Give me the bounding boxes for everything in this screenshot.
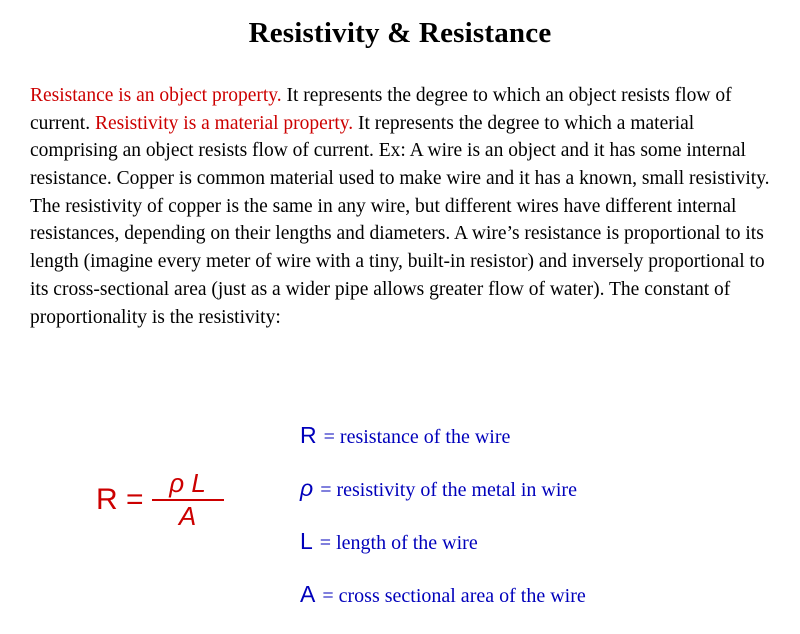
paragraph-segment-1: Resistance is an object property. xyxy=(30,85,282,106)
legend-item xyxy=(300,581,770,608)
legend-symbol-L: L xyxy=(300,528,313,554)
legend-item xyxy=(300,475,770,502)
formula-left-hand-side: R = xyxy=(96,483,144,517)
paragraph-segment-2: It represents the degree to which an object resists flow of current. xyxy=(30,85,732,134)
formula-fraction xyxy=(152,470,224,531)
legend-description: = resistivity of the metal in wire xyxy=(320,479,577,501)
page-title: Resistivity & Resistance xyxy=(248,17,552,49)
legend-symbol-rho: ρ xyxy=(300,475,314,501)
slide xyxy=(0,18,800,618)
legend-description: = length of the wire xyxy=(319,532,478,554)
resistance-formula xyxy=(96,470,224,531)
body-paragraph xyxy=(30,82,774,331)
legend-item xyxy=(300,528,770,555)
formula-denominator: A xyxy=(178,501,197,532)
legend-description: = resistance of the wire xyxy=(323,426,511,448)
legend-symbol-R: R xyxy=(300,422,317,448)
legend-description: = cross sectional area of the wire xyxy=(322,585,586,607)
formula-legend xyxy=(300,422,770,634)
paragraph-segment-4: It represents the degree to which a material comprising an object resists flow of current. Ex: A wire is an object and it has some internal resistance. Copper is common material used to make wire and it has a known, small resistivity. The resistivity of copper is the same in any wire, but different wires have different internal resistances, depending on their lengths and diameters. A wire’s resistance is proportional to its length (imagine every meter of wire with a tiny, built-in resistor) and inversely proportional to its cross-sectional area (just as a wider pipe allows greater flow of water). The constant of proportionality is the resistivity: xyxy=(30,112,770,328)
legend-symbol-A: A xyxy=(300,581,316,607)
legend-item xyxy=(300,422,770,449)
paragraph-segment-3: Resistivity is a material property. xyxy=(94,112,354,134)
formula-numerator: ρ L xyxy=(169,468,206,498)
